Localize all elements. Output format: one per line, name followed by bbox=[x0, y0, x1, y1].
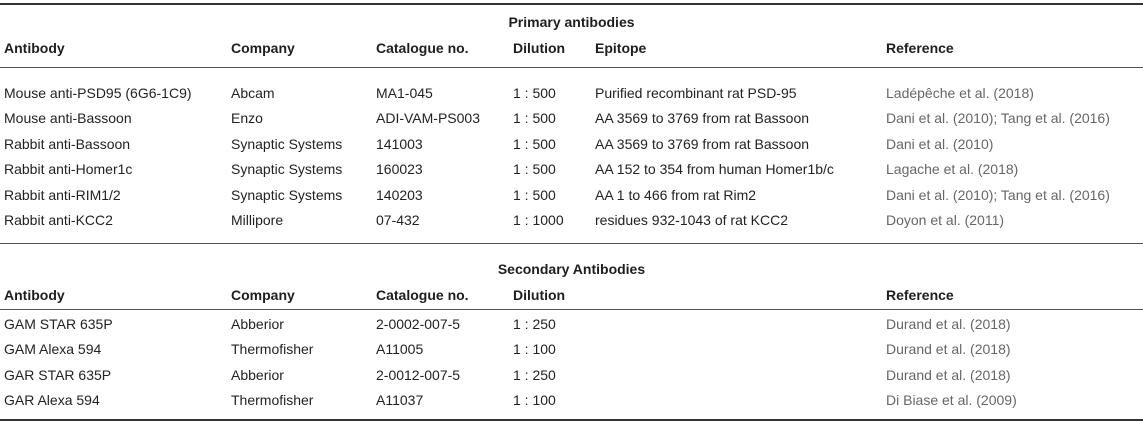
company-cell: Thermofisher bbox=[231, 392, 314, 408]
primary-header-row bbox=[0, 37, 1143, 59]
reference-link[interactable]: Doyon et al. (2011) bbox=[886, 212, 1005, 228]
table-row bbox=[0, 158, 1143, 180]
table-row bbox=[0, 389, 1143, 411]
table-row bbox=[0, 82, 1143, 104]
header-catalogue: Catalogue no. bbox=[376, 287, 469, 303]
antibody-cell: GAR STAR 635P bbox=[4, 367, 112, 383]
dilution-cell: 1 : 500 bbox=[513, 136, 556, 152]
table-bottom-rule bbox=[0, 419, 1143, 421]
dilution-cell: 1 : 250 bbox=[513, 316, 556, 332]
secondary-header-rule bbox=[0, 309, 1143, 310]
catalogue-cell: 2-0002-007-5 bbox=[376, 316, 461, 332]
reference-link[interactable]: Dani et al. (2010) bbox=[886, 136, 994, 152]
header-reference: Reference bbox=[886, 287, 954, 303]
reference-link[interactable]: Dani et al. (2010); Tang et al. (2016) bbox=[886, 110, 1110, 126]
catalogue-cell: 2-0012-007-5 bbox=[376, 367, 461, 383]
catalogue-cell: MA1-045 bbox=[376, 85, 433, 101]
company-cell: Abcam bbox=[231, 85, 275, 101]
table-row bbox=[0, 184, 1143, 206]
primary-section-title: Primary antibodies bbox=[508, 14, 635, 30]
catalogue-cell: 160023 bbox=[376, 161, 423, 177]
header-dilution: Dilution bbox=[513, 40, 566, 56]
catalogue-cell: A11005 bbox=[376, 341, 424, 357]
header-company: Company bbox=[231, 40, 295, 56]
dilution-cell: 1 : 100 bbox=[513, 341, 556, 357]
reference-link[interactable]: Lagache et al. (2018) bbox=[886, 161, 1019, 177]
table-row bbox=[0, 313, 1143, 335]
dilution-cell: 1 : 100 bbox=[513, 392, 556, 408]
catalogue-cell: A11037 bbox=[376, 392, 424, 408]
antibody-cell: Rabbit anti-Bassoon bbox=[4, 136, 131, 152]
antibody-cell: Mouse anti-Bassoon bbox=[4, 110, 132, 126]
table-row bbox=[0, 107, 1143, 129]
catalogue-cell: 140203 bbox=[376, 187, 423, 203]
antibody-cell: GAM Alexa 594 bbox=[4, 341, 102, 357]
reference-link[interactable]: Durand et al. (2018) bbox=[886, 316, 1011, 332]
antibody-cell: Rabbit anti-RIM1/2 bbox=[4, 187, 121, 203]
epitope-cell: AA 1 to 466 from rat Rim2 bbox=[595, 187, 757, 203]
company-cell: Enzo bbox=[231, 110, 263, 126]
company-cell: Synaptic Systems bbox=[231, 187, 343, 203]
company-cell: Synaptic Systems bbox=[231, 161, 343, 177]
company-cell: Synaptic Systems bbox=[231, 136, 343, 152]
antibody-cell: GAR Alexa 594 bbox=[4, 392, 100, 408]
antibody-cell: Mouse anti-PSD95 (6G6-1C9) bbox=[4, 85, 192, 101]
dilution-cell: 1 : 1000 bbox=[513, 212, 564, 228]
table-row bbox=[0, 209, 1143, 231]
dilution-cell: 1 : 250 bbox=[513, 367, 556, 383]
epitope-cell: AA 3569 to 3769 from rat Bassoon bbox=[595, 110, 810, 126]
dilution-cell: 1 : 500 bbox=[513, 161, 556, 177]
company-cell: Abberior bbox=[231, 316, 284, 332]
table-row bbox=[0, 338, 1143, 360]
reference-link[interactable]: Dani et al. (2010); Tang et al. (2016) bbox=[886, 187, 1110, 203]
antibody-cell: Rabbit anti-Homer1c bbox=[4, 161, 133, 177]
antibody-cell: Rabbit anti-KCC2 bbox=[4, 212, 113, 228]
header-catalogue: Catalogue no. bbox=[376, 40, 469, 56]
company-cell: Thermofisher bbox=[231, 341, 314, 357]
header-antibody: Antibody bbox=[4, 287, 65, 303]
catalogue-cell: 141003 bbox=[376, 136, 423, 152]
epitope-cell: Purified recombinant rat PSD-95 bbox=[595, 85, 797, 101]
reference-link[interactable]: Durand et al. (2018) bbox=[886, 341, 1011, 357]
epitope-cell: residues 932-1043 of rat KCC2 bbox=[595, 212, 788, 228]
secondary-header-row bbox=[0, 284, 1143, 306]
epitope-cell: AA 152 to 354 from human Homer1b/c bbox=[595, 161, 834, 177]
catalogue-cell: ADI-VAM-PS003 bbox=[376, 110, 480, 126]
antibody-cell: GAM STAR 635P bbox=[4, 316, 113, 332]
secondary-section-title: Secondary Antibodies bbox=[497, 261, 646, 277]
reference-link[interactable]: Ladépêche et al. (2018) bbox=[886, 85, 1034, 101]
header-epitope: Epitope bbox=[595, 40, 647, 56]
company-cell: Abberior bbox=[231, 367, 284, 383]
dilution-cell: 1 : 500 bbox=[513, 85, 556, 101]
table-row bbox=[0, 133, 1143, 155]
section-divider-rule bbox=[0, 243, 1143, 244]
header-reference: Reference bbox=[886, 40, 954, 56]
dilution-cell: 1 : 500 bbox=[513, 187, 556, 203]
company-cell: Millipore bbox=[231, 212, 284, 228]
header-antibody: Antibody bbox=[4, 40, 65, 56]
dilution-cell: 1 : 500 bbox=[513, 110, 556, 126]
reference-link[interactable]: Durand et al. (2018) bbox=[886, 367, 1011, 383]
catalogue-cell: 07-432 bbox=[376, 212, 420, 228]
header-company: Company bbox=[231, 287, 295, 303]
epitope-cell: AA 3569 to 3769 from rat Bassoon bbox=[595, 136, 810, 152]
reference-link[interactable]: Di Biase et al. (2009) bbox=[886, 392, 1017, 408]
header-dilution: Dilution bbox=[513, 287, 566, 303]
table-top-rule bbox=[0, 3, 1143, 5]
table-row bbox=[0, 364, 1143, 386]
primary-header-rule bbox=[0, 67, 1143, 68]
